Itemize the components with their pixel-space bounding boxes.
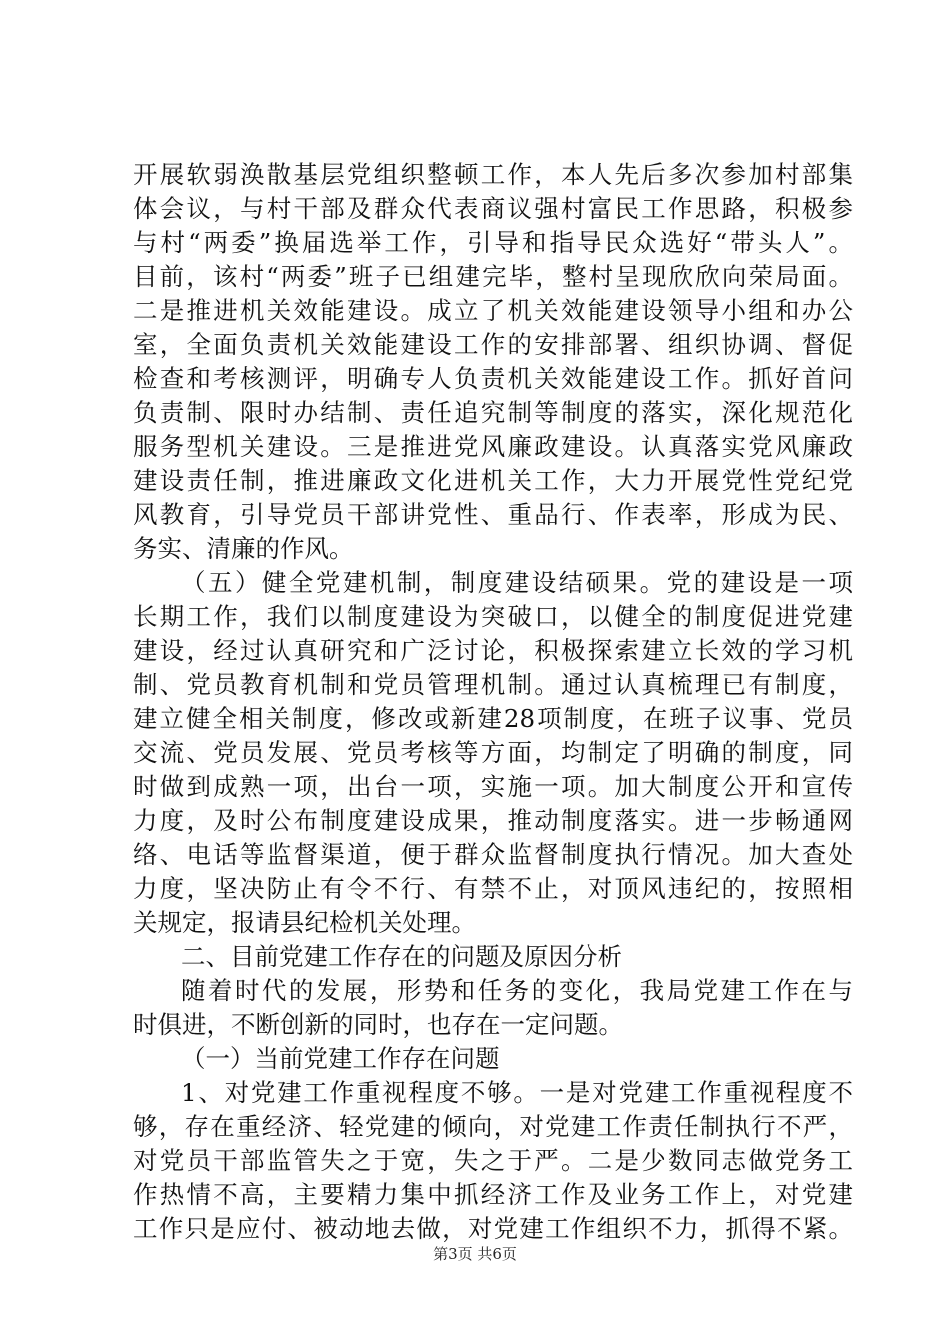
text-line: 制、党员教育机制和党员管理机制。通过认真梳理已有制度，: [133, 670, 853, 699]
text-line: 二是推进机关效能建设。成立了机关效能建设领导小组和办公: [133, 296, 853, 325]
text-line: 络、电话等监督渠道，便于群众监督制度执行情况。加大查处: [133, 840, 853, 869]
text-line: 务实、清廉的作风。: [133, 534, 354, 563]
text-line: 随着时代的发展，形势和任务的变化，我局党建工作在与: [181, 976, 853, 1005]
text-line: 建立健全相关制度，修改或新建28项制度，在班子议事、党员: [133, 704, 853, 733]
document-body: [133, 158, 853, 1246]
text-line: 工作只是应付、被动地去做，对党建工作组织不力，抓得不紧。: [133, 1214, 853, 1243]
text-line: 时俱进，不断创新的同时，也存在一定问题。: [133, 1010, 623, 1039]
text-line: 室，全面负责机关效能建设工作的安排部署、组织协调、督促: [133, 330, 853, 359]
text-line: 建设，经过认真研究和广泛讨论，积极探索建立长效的学习机: [133, 636, 853, 665]
text-line: 力度，坚决防止有令不行、有禁不止，对顶风违纪的，按照相: [133, 874, 853, 903]
text-line: 对党员干部监管失之于宽，失之于严。二是少数同志做党务工: [133, 1146, 853, 1175]
text-line: 与村“两委”换届选举工作，引导和指导民众选好“带头人”。: [133, 228, 853, 257]
subsection-heading-1: （一）当前党建工作存在问题: [181, 1044, 500, 1073]
text-line: 够，存在重经济、轻党建的倾向，对党建工作责任制执行不严，: [133, 1112, 853, 1141]
text-line: 长期工作，我们以制度建设为突破口，以健全的制度促进党建: [133, 602, 853, 631]
text-line: 风教育，引导党员干部讲党性、重品行、作表率，形成为民、: [133, 500, 853, 529]
text-line: 体会议，与村干部及群众代表商议强村富民工作思路，积极参: [133, 194, 853, 223]
page-footer: [0, 1244, 950, 1264]
text-line: 交流、党员发展、党员考核等方面，均制定了明确的制度，同: [133, 738, 853, 767]
text-line: 开展软弱涣散基层党组织整顿工作，本人先后多次参加村部集: [133, 160, 853, 189]
text-line: 力度，及时公布制度建设成果，推动制度落实。进一步畅通网: [133, 806, 853, 835]
text-line: 服务型机关建设。三是推进党风廉政建设。认真落实党风廉政: [133, 432, 853, 461]
page-number: 第3页 共6页: [433, 1245, 517, 1263]
text-line: 关规定，报请县纪检机关处理。: [133, 908, 476, 937]
text-line: 目前，该村“两委”班子已组建完毕，整村呈现欣欣向荣局面。: [133, 262, 853, 291]
text-line: 检查和考核测评，明确专人负责机关效能建设工作。抓好首问: [133, 364, 853, 393]
text-line: 1、对党建工作重视程度不够。一是对党建工作重视程度不: [181, 1078, 853, 1107]
section-heading-2: 二、目前党建工作存在的问题及原因分析: [181, 942, 622, 971]
text-line: 时做到成熟一项，出台一项，实施一项。加大制度公开和宣传: [133, 772, 853, 801]
text-line: 作热情不高，主要精力集中抓经济工作及业务工作上，对党建: [133, 1180, 853, 1209]
text-line: 负责制、限时办结制、责任追究制等制度的落实，深化规范化: [133, 398, 853, 427]
text-line: 建设责任制，推进廉政文化进机关工作，大力开展党性党纪党: [133, 466, 853, 495]
section-heading-5: （五）健全党建机制，制度建设结硕果。党的建设是一项: [181, 568, 853, 597]
